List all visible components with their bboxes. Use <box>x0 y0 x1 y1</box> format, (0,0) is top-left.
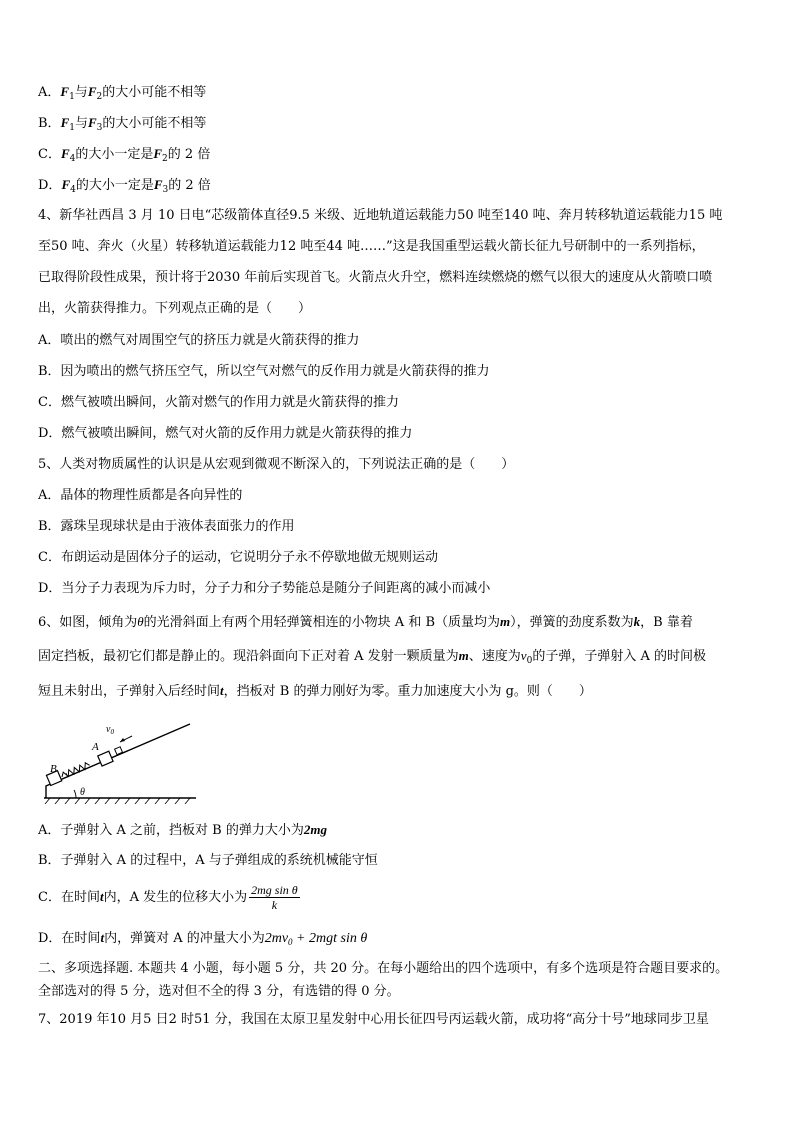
section2-line2: 全部选对的得 5 分，选对但不全的得 3 分，有选错的得 0 分。 <box>38 984 400 999</box>
q4-option-d: D．燃气被喷出瞬间，燃气对火箭的反作用力就是火箭获得的推力 <box>38 426 413 441</box>
q6-option-d: D．在时间t内，弹簧对 A 的冲量大小为$2mv_0 + 2mgt$ sin θ <box>38 930 368 947</box>
q5-stem: 5、人类对物质属性的认识是从宏观到微观不断深入的，下列说法正确的是（ ） <box>38 457 515 472</box>
q6-option-c: C．在时间t内，A 发生的位移大小为 $\frac{\text{2mg sin θ}}{k}$ <box>38 883 298 912</box>
q4-stem-line3: 已取得阶段性成果，预计将于2030 年前后实现首飞。火箭点火升空，燃料连续燃烧的燃气以很大的速度从火箭喷口喷 <box>38 270 713 285</box>
q4-stem-line4: 出，火箭获得推力。下列观点正确的是（ ） <box>38 301 312 316</box>
ground-hatch <box>45 798 190 804</box>
incline-surface <box>46 724 190 798</box>
q4-option-c: C．燃气被喷出瞬间，火箭对燃气的作用力就是火箭获得的推力 <box>38 395 399 410</box>
displacement-fraction: $\frac{\text{2mg sin θ}}{k}$ <box>251 883 298 912</box>
q5-option-c: C．布朗运动是固体分子的运动，它说明分子永不停歇地做无规则运动 <box>38 550 438 565</box>
q4-option-a: A．喷出的燃气对周围空气的挤压力就是火箭获得的推力 <box>38 333 360 348</box>
q6-option-a: A．子弹射入 A 之前，挡板对 B 的弹力大小为2mg <box>38 822 327 838</box>
incline-figure <box>40 720 200 804</box>
q3-option-a: A．$F_1$与$F_2$的大小可能不相等 <box>38 84 207 102</box>
q6-stem-line2: 固定挡板，最初它们都是静止的。现沿斜面向下正对着 A 发射一颗质量为m、速度为$v_0$的子弹，子弹射入 A 的时间极 <box>38 648 706 666</box>
velocity-arrow <box>120 736 132 742</box>
q6-stem-line3: 短且未射出，子弹射入后经时间t，挡板对 B 的弹力刚好为零。重力加速度大小为 g。则（ ） <box>38 683 592 699</box>
q4-stem-line1: 4、新华社西昌 3 月 10 日电“芯级箭体直径9.5 米级、近地轨道运载能力50 吨至140 吨、奔月转移轨道运载能力15 吨 <box>38 208 723 223</box>
q6-option-b: B．子弹射入 A 的过程中，A 与子弹组成的系统机械能守恒 <box>38 853 378 868</box>
q4-stem-line2: 至50 吨、奔火（火星）转移轨道运载能力12 吨至44 吨……”这是我国重型运载火箭长征九号研制中的一系列指标， <box>38 239 705 254</box>
theta-label: θ <box>80 787 85 798</box>
q6-stem-line1: 6、如图，倾角为θ的光滑斜面上有两个用轻弹簧相连的小物块 A 和 B（质量均为m），弹簧的劲度系数为k，B 靠着 <box>38 614 693 630</box>
v0-label: $v_0$ <box>106 724 114 736</box>
q5-option-d: D．当分子力表现为斥力时，分子力和分子势能总是随分子间距离的减小而减小 <box>38 581 491 596</box>
q7-stem: 7、2019 年10 月5 日2 时51 分，我国在太原卫星发射中心用长征四号丙运载火箭，成功将“高分十号”地球同步卫星 <box>38 1012 709 1027</box>
a-label: A <box>92 741 99 753</box>
q5-option-b: B．露珠呈现球状是由于液体表面张力的作用 <box>38 519 295 534</box>
angle-arc <box>74 790 76 798</box>
q3-option-d: D．$F_4$的大小一定是$F_3$的 2 倍 <box>38 177 211 195</box>
q3-option-c: C．$F_4$的大小一定是$F_2$的 2 倍 <box>38 146 211 164</box>
q4-option-b: B．因为喷出的燃气挤压空气，所以空气对燃气的反作用力就是火箭获得的推力 <box>38 364 490 379</box>
q3-option-b: B．$F_1$与$F_3$的大小可能不相等 <box>38 115 207 133</box>
q5-option-a: A．晶体的物理性质都是各向异性的 <box>38 488 243 503</box>
spring <box>60 762 90 779</box>
b-label: B <box>50 763 57 775</box>
block-a <box>98 751 113 766</box>
section2-line1: 二、多项选择题. 本题共 4 小题，每小题 5 分，共 20 分。在每小题给出的四个选项中，有多个选项是符合题目要求的。 <box>38 961 729 976</box>
